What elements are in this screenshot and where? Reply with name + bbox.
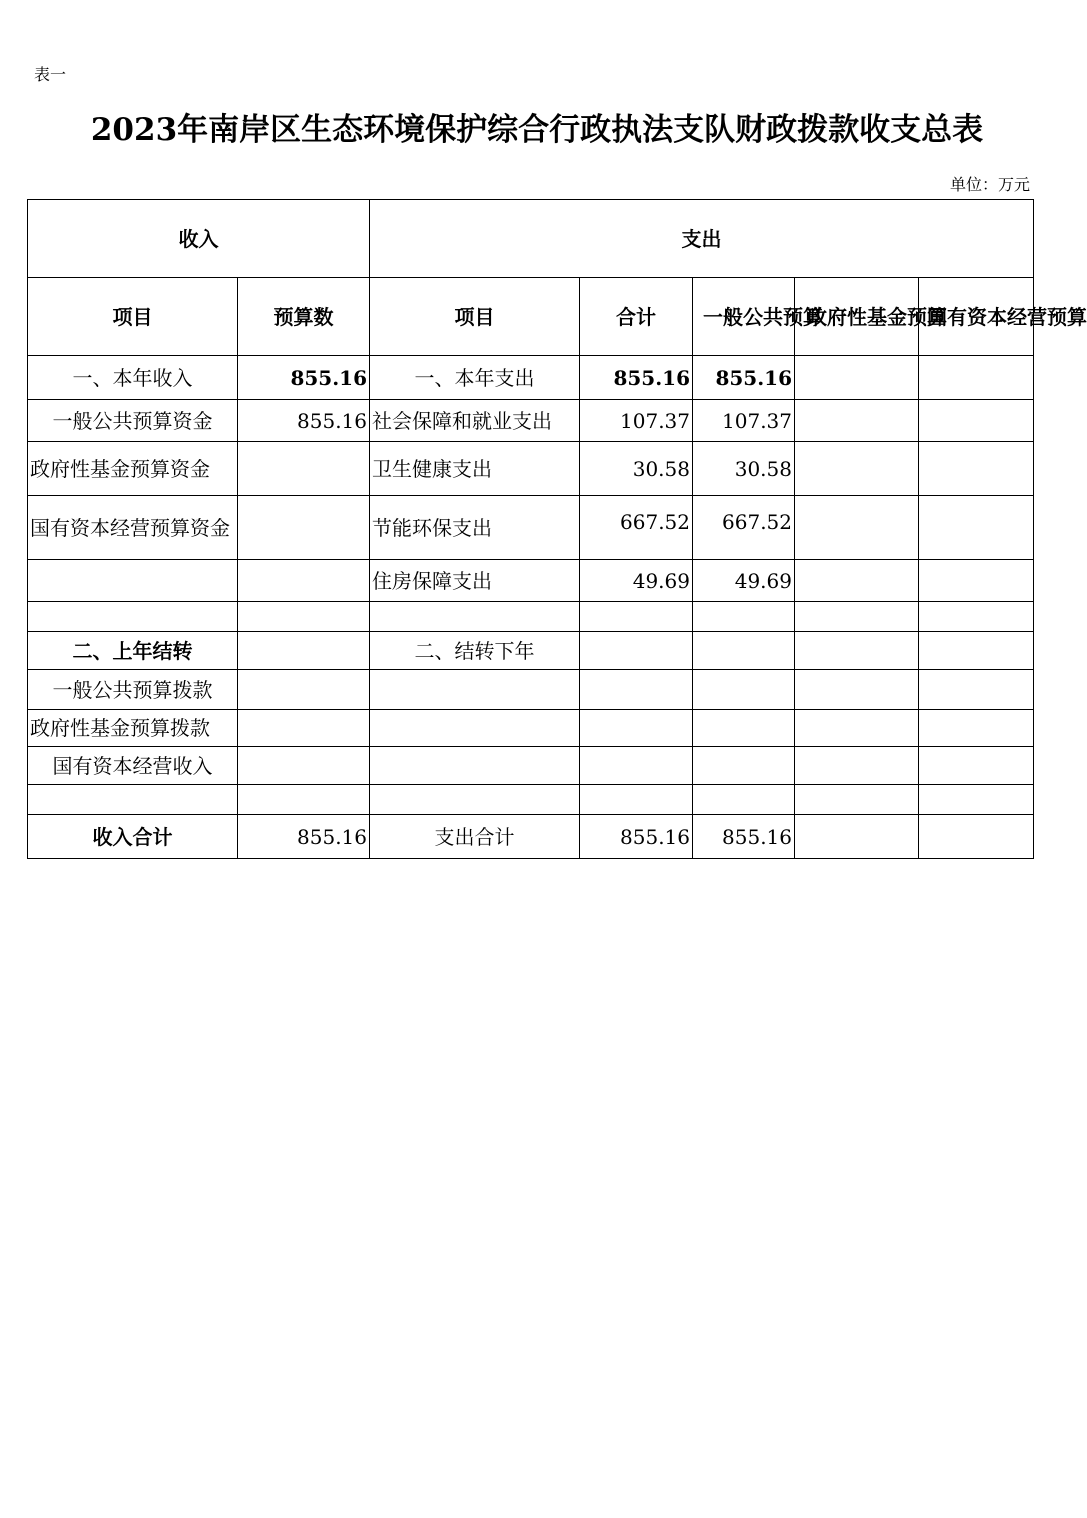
col-expense-item: 项目 [370, 278, 580, 356]
income-header: 收入 [28, 200, 370, 278]
income-total-value: 855.16 [238, 815, 370, 859]
budget-table [27, 199, 1087, 859]
gov-fund-value [795, 710, 919, 747]
expense-item [370, 785, 580, 815]
total-value: 30.58 [580, 442, 693, 496]
expense-item: 社会保障和就业支出 [370, 400, 580, 442]
expense-item [370, 710, 580, 747]
gov-fund-value [795, 496, 919, 560]
general-value [693, 747, 795, 785]
income-item: 一、本年收入 [28, 356, 238, 400]
expense-item [370, 747, 580, 785]
col-income-item: 项目 [28, 278, 238, 356]
general-value [693, 785, 795, 815]
income-item: 国有资本经营预算资金 [28, 496, 238, 560]
total-value [580, 747, 693, 785]
income-item: 政府性基金预算拨款 [28, 710, 238, 747]
income-value [238, 560, 370, 602]
col-total: 合计 [580, 278, 693, 356]
expense-item [370, 602, 580, 632]
income-item [28, 560, 238, 602]
state-capital-value [919, 602, 1034, 632]
total-value: 667.52 [580, 496, 693, 560]
col-gov-fund: 政府性基金预算 [795, 278, 919, 356]
income-value [238, 602, 370, 632]
income-item [28, 785, 238, 815]
income-item: 国有资本经营收入 [28, 747, 238, 785]
gov-fund-value [795, 560, 919, 602]
gov-fund-value [795, 785, 919, 815]
state-capital-value [919, 496, 1034, 560]
state-capital-value [919, 442, 1034, 496]
total-value: 855.16 [580, 356, 693, 400]
state-capital-value [919, 815, 1034, 859]
page-title: 2023年南岸区生态环境保护综合行政执法支队财政拨款收支总表 [90, 112, 984, 148]
expense-item: 节能环保支出 [370, 496, 580, 560]
total-value: 855.16 [580, 815, 693, 859]
total-value [580, 710, 693, 747]
income-value [238, 785, 370, 815]
general-value [693, 710, 795, 747]
income-item: 一般公共预算资金 [28, 400, 238, 442]
income-value [238, 710, 370, 747]
col-state-capital: 国有资本经营预算 [919, 278, 1034, 356]
general-value: 49.69 [693, 560, 795, 602]
general-value [693, 602, 795, 632]
income-item [28, 602, 238, 632]
gov-fund-value [795, 356, 919, 400]
state-capital-value [919, 710, 1034, 747]
income-item: 一般公共预算拨款 [28, 670, 238, 710]
gov-fund-value [795, 747, 919, 785]
expense-item: 二、结转下年 [370, 632, 580, 670]
state-capital-value [919, 747, 1034, 785]
income-item: 二、上年结转 [28, 632, 238, 670]
income-value: 855.16 [238, 356, 370, 400]
gov-fund-value [795, 442, 919, 496]
total-value: 107.37 [580, 400, 693, 442]
total-value [580, 670, 693, 710]
income-total-label: 收入合计 [28, 815, 238, 859]
state-capital-value [919, 356, 1034, 400]
income-item: 政府性基金预算资金 [28, 442, 238, 496]
expense-item: 住房保障支出 [370, 560, 580, 602]
total-value [580, 632, 693, 670]
general-value: 30.58 [693, 442, 795, 496]
gov-fund-value [795, 400, 919, 442]
general-value: 667.52 [693, 496, 795, 560]
gov-fund-value [795, 602, 919, 632]
general-value: 107.37 [693, 400, 795, 442]
income-value [238, 496, 370, 560]
expense-item [370, 670, 580, 710]
total-value: 49.69 [580, 560, 693, 602]
total-value [580, 602, 693, 632]
expense-item: 一、本年支出 [370, 356, 580, 400]
income-value: 855.16 [238, 400, 370, 442]
gov-fund-value [795, 632, 919, 670]
income-value [238, 442, 370, 496]
income-value [238, 670, 370, 710]
state-capital-value [919, 560, 1034, 602]
state-capital-value [919, 785, 1034, 815]
state-capital-value [919, 632, 1034, 670]
expense-total-label: 支出合计 [370, 815, 580, 859]
unit-label: 单位：万元 [949, 175, 1030, 194]
gov-fund-value [795, 815, 919, 859]
expense-header: 支出 [370, 200, 1034, 278]
general-value [693, 632, 795, 670]
col-general: 一般公共预算 [693, 278, 795, 356]
gov-fund-value [795, 670, 919, 710]
income-value [238, 747, 370, 785]
state-capital-value [919, 400, 1034, 442]
total-value [580, 785, 693, 815]
expense-item: 卫生健康支出 [370, 442, 580, 496]
col-budget: 预算数 [238, 278, 370, 356]
general-value [693, 670, 795, 710]
general-value: 855.16 [693, 815, 795, 859]
state-capital-value [919, 670, 1034, 710]
table-label: 表一 [34, 65, 67, 84]
income-value [238, 632, 370, 670]
general-value: 855.16 [693, 356, 795, 400]
